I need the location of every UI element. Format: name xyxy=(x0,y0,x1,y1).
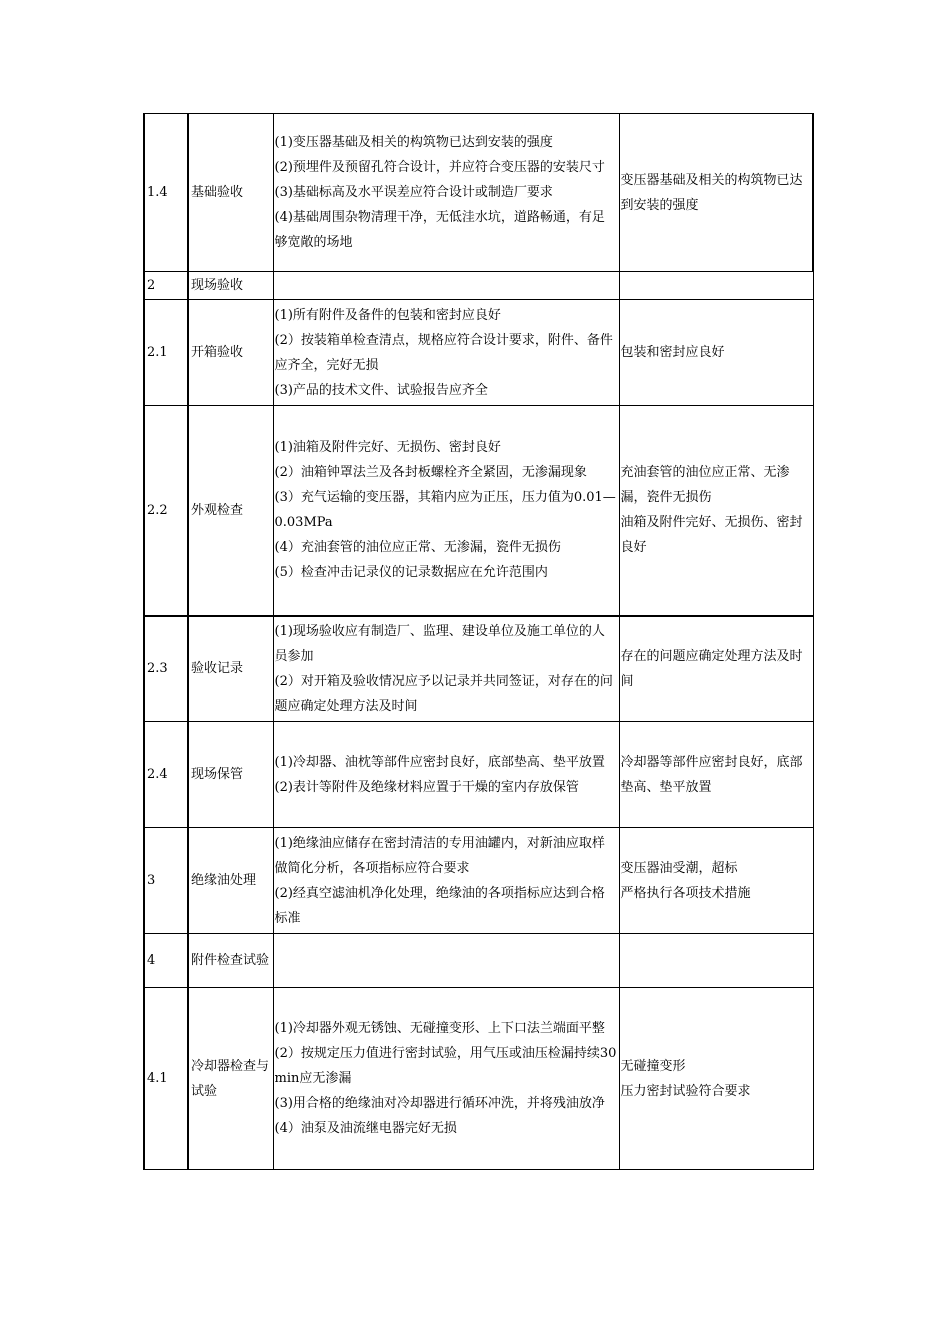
control-line: 包装和密封应良好 xyxy=(620,345,725,360)
control-line: 变压器基础及相关的构筑物已达到安装的强度 xyxy=(620,172,803,213)
requirement-line: (3)基础标高及水平误差应符合设计或制造厂要求 xyxy=(274,185,553,200)
control-line: 充油套管的油位应正常、无渗漏，瓷件无损伤 xyxy=(620,465,790,506)
row-number: 2 xyxy=(144,272,188,300)
control-line: 存在的问题应确定处理方法及时间 xyxy=(620,648,803,689)
requirement-line: (2）对开箱及验收情况应予以记录并共同签证，对存在的问题应确定处理方法及时间 xyxy=(274,673,613,714)
table-row xyxy=(144,114,813,272)
requirement-line: (1)冷却器外观无锈蚀、无碰撞变形、上下口法兰端面平整 xyxy=(274,1021,605,1036)
requirement-line: (2)表计等附件及绝缘材料应置于干燥的室内存放保管 xyxy=(274,779,579,795)
requirements-cell xyxy=(273,114,619,272)
control-point-cell xyxy=(619,272,813,300)
row-number: 4 xyxy=(144,934,188,988)
requirement-line: (5）检查冲击记录仪的记录数据应在允许范围内 xyxy=(274,565,548,581)
table-row xyxy=(144,828,813,934)
requirement-line: (3)产品的技术文件、试验报告应齐全 xyxy=(274,382,488,398)
requirement-line: (1)所有附件及备件的包装和密封应良好 xyxy=(274,307,501,323)
requirement-line: (1)现场验收应有制造厂、监理、建设单位及施工单位的人员参加 xyxy=(274,623,605,664)
item-name: 现场保管 xyxy=(188,722,273,828)
control-point-cell xyxy=(619,828,813,934)
control-point-cell xyxy=(619,722,813,828)
control-point-cell xyxy=(619,114,813,272)
row-number: 1.4 xyxy=(144,114,188,272)
requirement-line: (2）按规定压力值进行密封试验，用气压或油压检漏持续30min应无渗漏 xyxy=(274,1046,617,1086)
requirement-line: (4)基础周围杂物清理干净，无低洼水坑，道路畅通，有足够宽敞的场地 xyxy=(274,210,605,250)
requirement-line: (2）按装箱单检查清点，规格应符合设计要求，附件、备件应齐全，完好无损 xyxy=(274,332,613,373)
table-row xyxy=(144,988,813,1170)
requirement-line: (4）充油套管的油位应正常、无渗漏，瓷件无损伤 xyxy=(274,540,561,556)
item-name: 开箱验收 xyxy=(188,300,273,406)
item-name: 附件检查试验 xyxy=(188,934,273,988)
requirements-cell xyxy=(273,616,619,722)
requirements-cell xyxy=(273,988,619,1170)
requirement-line: (3）充气运输的变压器，其箱内应为正压，压力值为0.01—0.03MPa xyxy=(274,490,616,531)
control-line: 变压器油受潮，超标 xyxy=(620,860,738,876)
control-line: 冷却器等部件应密封良好，底部垫高、垫平放置 xyxy=(620,754,803,795)
row-number: 2.1 xyxy=(144,300,188,406)
table-row xyxy=(144,300,813,406)
requirement-line: (4）油泵及油流继电器完好无损 xyxy=(274,1121,457,1136)
requirement-line: (2)经真空滤油机净化处理，绝缘油的各项指标应达到合格标准 xyxy=(274,885,605,926)
control-point-cell xyxy=(619,300,813,406)
table-row xyxy=(144,722,813,828)
requirements-cell xyxy=(273,272,619,300)
requirements-cell xyxy=(273,722,619,828)
requirement-line: (2）油箱钟罩法兰及各封板螺栓齐全紧固，无渗漏现象 xyxy=(274,465,587,481)
item-name: 现场验收 xyxy=(188,272,273,300)
control-point-cell xyxy=(619,406,813,616)
row-number: 2.3 xyxy=(144,616,188,722)
item-name: 基础验收 xyxy=(188,114,273,272)
requirement-line: (1)油箱及附件完好、无损伤、密封良好 xyxy=(274,440,501,456)
control-line: 压力密封试验符合要求 xyxy=(620,1083,751,1099)
row-number: 2.2 xyxy=(144,406,188,616)
requirement-line: (1)冷却器、油枕等部件应密封良好，底部垫高、垫平放置 xyxy=(274,754,605,770)
item-name: 绝缘油处理 xyxy=(188,828,273,934)
item-name: 外观检查 xyxy=(188,406,273,616)
requirement-line: (1)变压器基础及相关的构筑物已达到安装的强度 xyxy=(274,135,553,150)
requirements-cell xyxy=(273,406,619,616)
table-row xyxy=(144,616,813,722)
control-line: 油箱及附件完好、无损伤、密封良好 xyxy=(620,515,803,556)
requirements-cell xyxy=(273,934,619,988)
control-line: 严格执行各项技术措施 xyxy=(620,885,751,901)
control-line: 无碰撞变形 xyxy=(620,1058,686,1074)
table-row xyxy=(144,934,813,988)
table-row xyxy=(144,406,813,616)
table-row xyxy=(144,272,813,300)
control-point-cell xyxy=(619,616,813,722)
requirements-cell xyxy=(273,828,619,934)
requirements-cell xyxy=(273,300,619,406)
inspection-table xyxy=(143,113,814,1170)
row-number: 4.1 xyxy=(144,988,188,1170)
item-name: 验收记录 xyxy=(188,616,273,722)
control-point-cell xyxy=(619,934,813,988)
requirement-line: (3)用合格的绝缘油对冷却器进行循环冲洗，并将残油放净 xyxy=(274,1096,605,1111)
control-point-cell xyxy=(619,988,813,1170)
requirement-line: (1)绝缘油应储存在密封清洁的专用油罐内，对新油应取样做简化分析，各项指标应符合要求 xyxy=(274,835,605,876)
row-number: 3 xyxy=(144,828,188,934)
item-name: 冷却器检查与试验 xyxy=(188,988,273,1170)
requirement-line: (2)预埋件及预留孔符合设计，并应符合变压器的安装尺寸 xyxy=(274,160,605,175)
row-number: 2.4 xyxy=(144,722,188,828)
